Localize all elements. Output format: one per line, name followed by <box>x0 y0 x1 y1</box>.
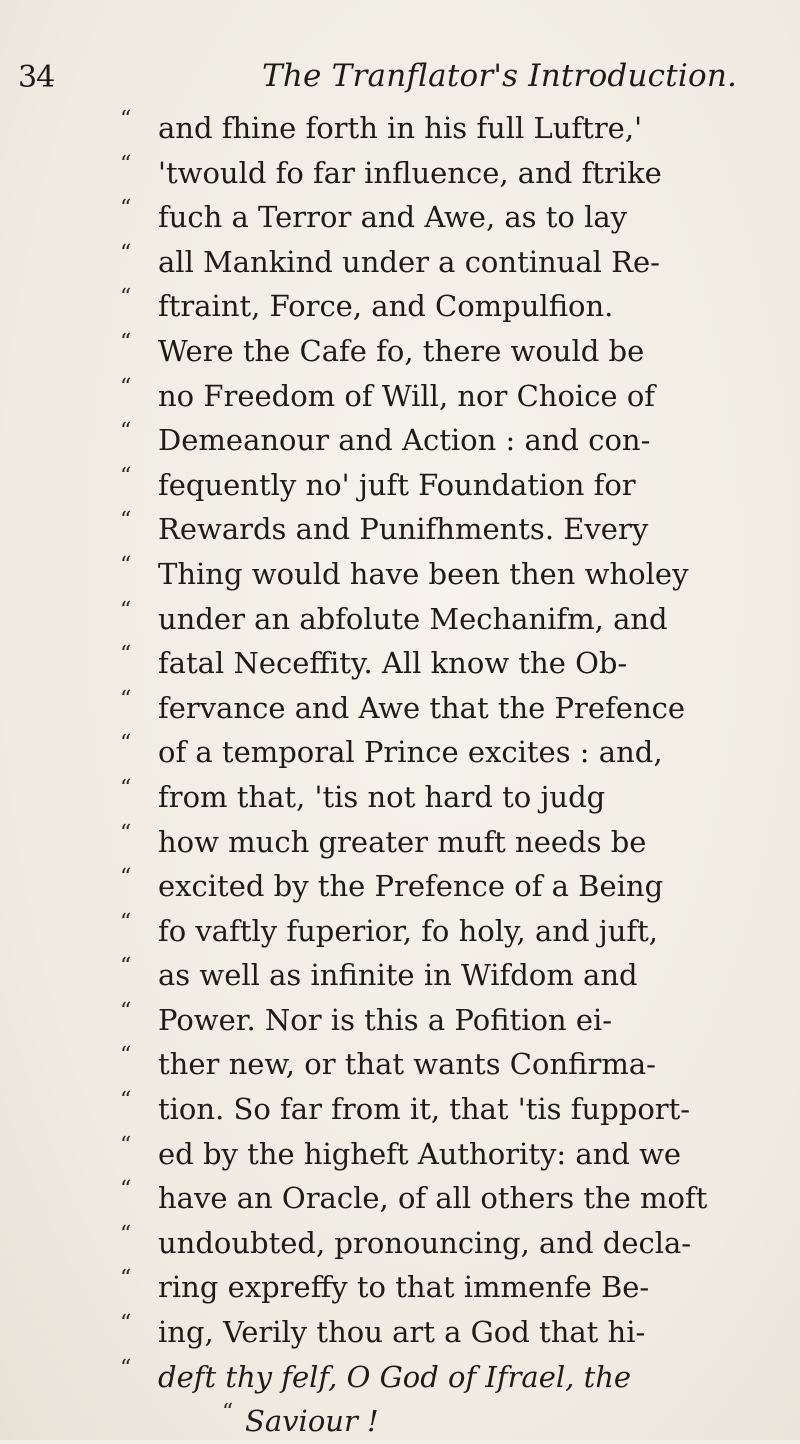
quote-mark: “ <box>120 1266 132 1292</box>
quote-mark: “ <box>120 1132 132 1158</box>
quote-mark: “ <box>120 419 132 445</box>
text-line: “ ing, Verily thou art a God that hi- <box>120 1310 790 1355</box>
body-text <box>120 106 790 1444</box>
text-line: “ ring expreffy to that immenfe Be- <box>120 1265 790 1310</box>
page-number: 34 <box>18 60 55 95</box>
quote-mark: “ <box>120 508 132 534</box>
text-line: “ and fhine forth in his full Luftre,' <box>120 106 790 151</box>
text-line: “ Power. Nor is this a Pofition ei- <box>120 998 790 1043</box>
text-line: “ fervance and Awe that the Prefence <box>120 686 790 731</box>
quote-mark: “ <box>120 107 132 132</box>
quote-mark: “ <box>120 597 132 623</box>
quote-mark: “ <box>120 642 132 668</box>
quote-mark: “ <box>120 329 132 355</box>
quote-mark: “ <box>120 1088 132 1114</box>
text-line: “ Demeanour and Action : and con- <box>120 418 790 463</box>
quote-mark: “ <box>120 1221 132 1247</box>
text-line: “ under an abfolute Mechanifm, and <box>120 597 790 642</box>
quote-mark: “ <box>120 1177 132 1203</box>
quote-mark: “ <box>120 954 132 980</box>
quote-mark: “ <box>120 820 132 846</box>
text-line: “ ed by the higheft Authority: and we <box>120 1132 790 1177</box>
text-line: “ Saviour ! <box>120 1399 790 1444</box>
text-line: “ of a temporal Prince excites : and, <box>120 730 790 775</box>
text-line: “ fatal Neceffity. All know the Ob- <box>120 641 790 686</box>
text-line: “ from that, 'tis not hard to judg <box>120 775 790 820</box>
quote-mark: “ <box>120 374 132 400</box>
quote-mark: “ <box>120 775 132 801</box>
quote-mark: “ <box>120 998 132 1024</box>
text-line: “ as well as infinite in Wifdom and <box>120 953 790 998</box>
quote-mark: “ <box>120 909 132 935</box>
text-line: “ ther new, or that wants Confirma- <box>120 1042 790 1087</box>
quote-mark: “ <box>120 463 132 489</box>
quote-mark: “ <box>120 240 132 266</box>
quote-mark: “ <box>120 1311 132 1337</box>
text-line: “ fo vaftly fuperior, fo holy, and juft, <box>120 909 790 954</box>
quote-mark: “ <box>120 151 132 177</box>
text-line: “ ftraint, Force, and Compulfion. <box>120 284 790 329</box>
quote-mark: “ <box>222 1400 234 1426</box>
text-line: “ how much greater muft needs be <box>120 820 790 865</box>
text-line: “ no Freedom of Will, nor Choice of <box>120 374 790 419</box>
quote-mark: “ <box>120 686 132 712</box>
quote-mark: “ <box>120 285 132 311</box>
text-line: “ undoubted, pronouncing, and decla- <box>120 1221 790 1266</box>
text-line: “ deft thy felf, O God of Ifrael, the <box>120 1355 790 1400</box>
text-line: “ Rewards and Punifhments. Every <box>120 507 790 552</box>
quote-mark: “ <box>120 1355 132 1381</box>
quote-mark: “ <box>120 865 132 891</box>
quote-mark: “ <box>120 1043 132 1069</box>
running-head: The Tranflator's Introduction. <box>262 58 738 94</box>
text-line: “ all Mankind under a continual Re- <box>120 240 790 285</box>
text-line: “ fequently no' juft Foundation for <box>120 463 790 508</box>
quote-mark: “ <box>120 552 132 578</box>
text-line: “ fuch a Terror and Awe, as to lay <box>120 195 790 240</box>
text-line: “ Were the Cafe fo, there would be <box>120 329 790 374</box>
text-line: “ tion. So far from it, that 'tis fupport- <box>120 1087 790 1132</box>
text-line: “ Thing would have been then wholey <box>120 552 790 597</box>
text-line: “ have an Oracle, of all others the moft <box>120 1176 790 1221</box>
quote-mark: “ <box>120 196 132 222</box>
text-line: “ 'twould fo far influence, and ftrike <box>120 151 790 196</box>
text-line: “ excited by the Prefence of a Being <box>120 864 790 909</box>
quote-mark: “ <box>120 731 132 757</box>
